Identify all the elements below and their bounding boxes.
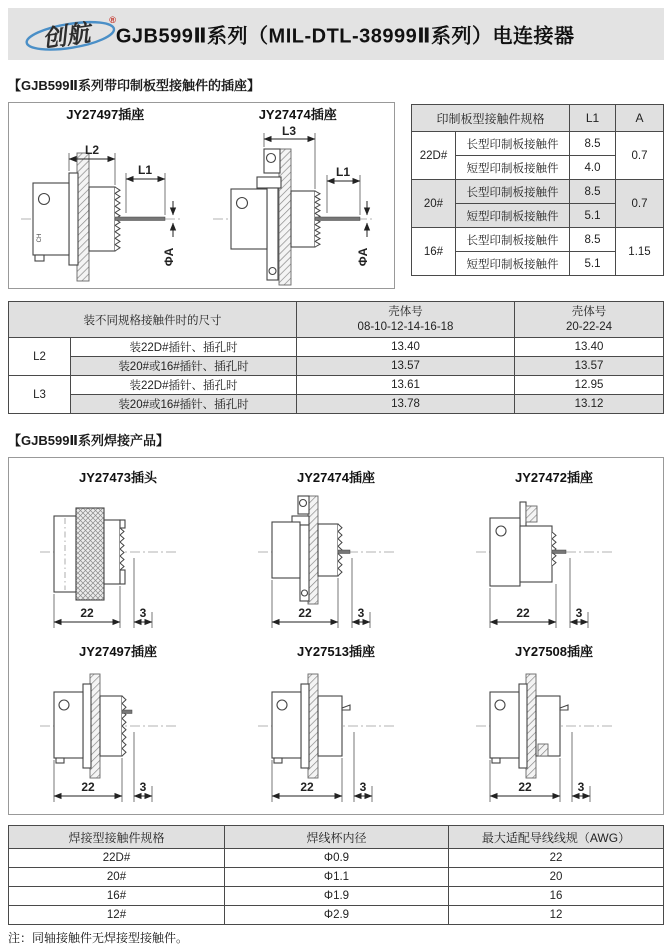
figure-label: JY27513插座 [296, 644, 376, 659]
table-row [9, 906, 664, 925]
connector-drawing-jy27497 [13, 123, 198, 288]
cell-value: 13.61 [297, 376, 515, 395]
pcb-content-row [8, 102, 664, 289]
dim-22-label: 22 [300, 780, 314, 794]
figure-label: JY27497插座 [66, 107, 145, 122]
cell-l1: 8.5 [570, 228, 616, 252]
figure-jy27508 [445, 638, 663, 812]
figure-label: JY27508插座 [514, 644, 594, 659]
connector-drawing-jy27513 [246, 662, 426, 812]
figure-label: JY27473插头 [78, 470, 158, 485]
cell-l1: 4.0 [570, 156, 616, 180]
cell-awg: 20 [449, 868, 664, 887]
dim-22-label: 22 [80, 606, 94, 620]
cell-type: 长型印制板接触件 [455, 228, 569, 252]
cell-value: 13.57 [515, 357, 664, 376]
figure-jy27474-pcb [205, 107, 390, 288]
cell-size: 16# [411, 228, 455, 276]
dim-3-label: 3 [139, 606, 147, 620]
cell-l1: 8.5 [570, 132, 616, 156]
table-row [9, 338, 664, 357]
connector-drawing-jy27474-weld [246, 488, 426, 638]
solder-contacts-table [8, 825, 664, 925]
table-row [411, 228, 663, 252]
table-row [411, 180, 663, 204]
shell-sizes: 08-10-12-14-16-18 [357, 320, 454, 333]
cell-type: 短型印制板接触件 [455, 156, 569, 180]
cell-cup: Φ1.1 [225, 868, 449, 887]
connector-drawing-jy27473 [28, 488, 208, 638]
cell-cup: Φ1.9 [225, 887, 449, 906]
table-row [411, 132, 663, 156]
section-title-pcb: 【GJB599Ⅱ系列带印制板型接触件的插座】 [8, 78, 260, 93]
cell-awg: 16 [449, 887, 664, 906]
dim-22-label: 22 [298, 606, 312, 620]
dim-3-label: 3 [359, 780, 367, 794]
page-title: GJB599Ⅱ系列（MIL-DTL-38999Ⅱ系列）电连接器 [115, 25, 575, 48]
dim-l1-label: L1 [336, 165, 351, 179]
dim-phi-a-label: ΦA [356, 247, 371, 267]
table-header-row [411, 105, 663, 132]
col-header-a: A [616, 105, 664, 132]
cell-spec: 16# [9, 887, 225, 906]
footnote: 注：同轴接触件无焊接型接触件。 [8, 931, 189, 945]
col-header-desc: 装不同规格接触件时的尺寸 [9, 302, 297, 338]
cell-value: 13.40 [297, 338, 515, 357]
cell-awg: 22 [449, 849, 664, 868]
dim-3-label: 3 [357, 606, 365, 620]
table-header-row [9, 826, 664, 849]
col-header-l1: L1 [570, 105, 616, 132]
section-title-weld: 【GJB599Ⅱ系列焊接产品】 [8, 433, 169, 448]
dim-l2-label: L2 [84, 143, 99, 157]
weld-drawings-box [8, 457, 664, 815]
table-row [9, 376, 664, 395]
dim-3-label: 3 [575, 606, 583, 620]
figure-label: JY27497插座 [78, 644, 158, 659]
cell-desc: 装20#或16#插针、插孔时 [71, 395, 297, 414]
cell-size: 22D# [411, 132, 455, 180]
cell-cup: Φ2.9 [225, 906, 449, 925]
shell-label: 壳体号 [388, 305, 423, 318]
table-row [9, 887, 664, 906]
dim-l1-label: L1 [137, 163, 152, 177]
cell-value: 13.12 [515, 395, 664, 414]
connector-drawing-jy27472 [464, 488, 644, 638]
dim-22-label: 22 [516, 606, 530, 620]
cell-spec: 20# [9, 868, 225, 887]
figure-jy27497-pcb [13, 107, 198, 288]
page-header [8, 8, 664, 60]
dim-3-label: 3 [577, 780, 585, 794]
cell-l1: 5.1 [570, 252, 616, 276]
cell-cup: Φ0.9 [225, 849, 449, 868]
table-row [9, 395, 664, 414]
figure-jy27497-weld [9, 638, 227, 812]
cell-desc: 装20#或16#插针、插孔时 [71, 357, 297, 376]
cell-size: 20# [411, 180, 455, 228]
cell-awg: 12 [449, 906, 664, 925]
cell-desc: 装22D#插针、插孔时 [71, 376, 297, 395]
pcb-contacts-table [411, 104, 664, 276]
cell-dim-label: L2 [9, 338, 71, 376]
col-header-awg: 最大适配导线线规（AWG） [449, 826, 664, 849]
cell-l1: 8.5 [570, 180, 616, 204]
cell-value: 13.78 [297, 395, 515, 414]
col-header-spec: 焊接型接触件规格 [9, 826, 225, 849]
cell-type: 短型印制板接触件 [455, 204, 569, 228]
col-header-shell2 [515, 302, 664, 338]
figure-jy27472 [445, 464, 663, 638]
figure-label: JY27474插座 [258, 107, 337, 122]
figure-label: JY27472插座 [514, 470, 594, 485]
cell-type: 短型印制板接触件 [455, 252, 569, 276]
cell-a: 0.7 [616, 180, 664, 228]
col-header-spec: 印制板型接触件规格 [411, 105, 569, 132]
col-header-shell1 [297, 302, 515, 338]
shell-label: 壳体号 [571, 305, 607, 318]
connector-drawing-jy27474 [205, 123, 390, 288]
pcb-drawings-box [8, 102, 395, 289]
table-row [9, 357, 664, 376]
cell-value: 12.95 [515, 376, 664, 395]
dim-3-label: 3 [139, 780, 147, 794]
cell-spec: 22D# [9, 849, 225, 868]
dim-22-label: 22 [81, 780, 95, 794]
table-row [9, 868, 664, 887]
col-header-cup: 焊线杯内径 [225, 826, 449, 849]
cell-value: 13.40 [515, 338, 664, 357]
cell-desc: 装22D#插针、插孔时 [71, 338, 297, 357]
figure-jy27473 [9, 464, 227, 638]
figure-jy27474-weld [227, 464, 445, 638]
mounting-dims-table [8, 301, 664, 414]
logo-text: 创航 [40, 20, 92, 54]
cell-type: 长型印制板接触件 [455, 180, 569, 204]
cell-type: 长型印制板接触件 [455, 132, 569, 156]
shell-sizes: 20-22-24 [565, 320, 613, 333]
cell-l1: 5.1 [570, 204, 616, 228]
cell-value: 13.57 [297, 357, 515, 376]
dim-22-label: 22 [518, 780, 532, 794]
dim-phi-a-label: ΦA [161, 247, 176, 267]
cell-a: 0.7 [616, 132, 664, 180]
table-row [9, 849, 664, 868]
figure-label: JY27474插座 [296, 470, 376, 485]
table-header-row [9, 302, 664, 338]
brand-logo [18, 11, 130, 57]
body-marking: CH [36, 233, 43, 243]
registered-mark: ® [109, 14, 117, 25]
figure-jy27513 [227, 638, 445, 812]
datasheet-page [8, 0, 664, 946]
connector-drawing-jy27497-weld [28, 662, 208, 812]
cell-spec: 12# [9, 906, 225, 925]
cell-a: 1.15 [616, 228, 664, 276]
connector-drawing-jy27508 [464, 662, 644, 812]
cell-dim-label: L3 [9, 376, 71, 414]
dim-l3-label: L3 [282, 124, 297, 138]
